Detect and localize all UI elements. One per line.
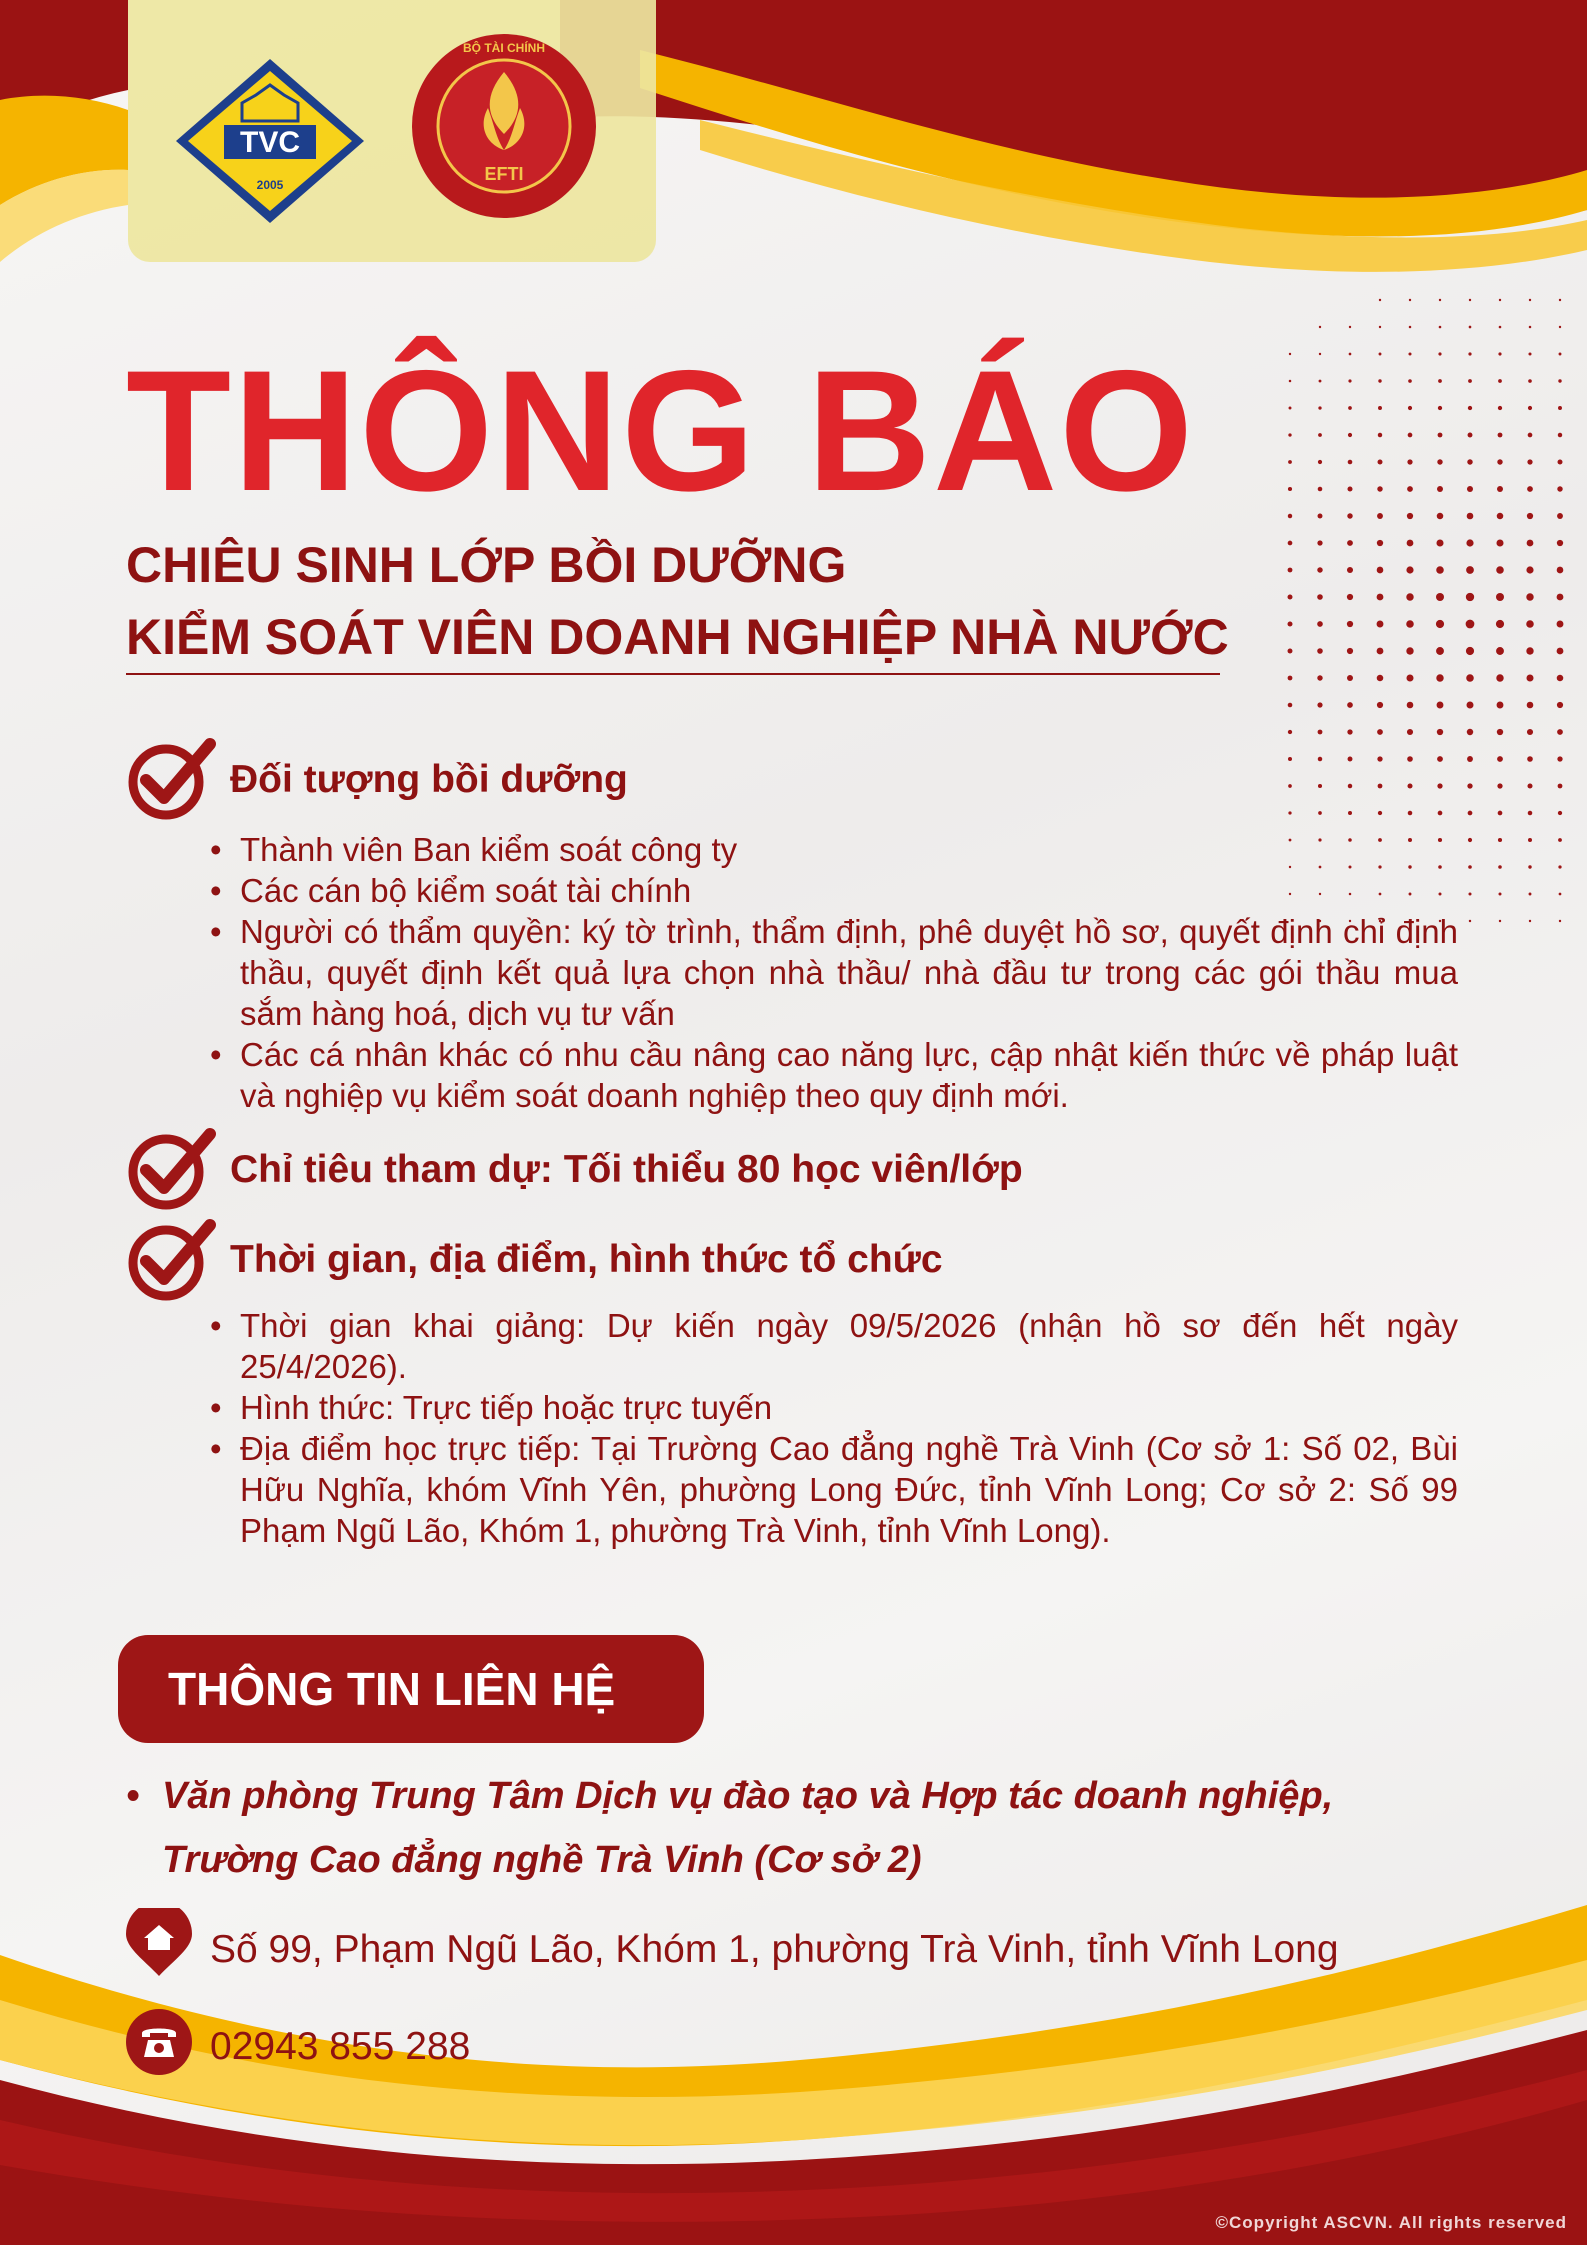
- decorative-dot: [1438, 406, 1442, 410]
- decorative-dot: [1526, 566, 1533, 573]
- decorative-dot: [1468, 865, 1472, 869]
- decorative-dot: [1437, 513, 1444, 520]
- decorative-dot: [1527, 783, 1532, 788]
- decorative-dot: [1377, 486, 1382, 491]
- decorative-dot: [1527, 486, 1533, 492]
- decorative-dot: [1379, 353, 1382, 356]
- decorative-dot: [1288, 568, 1293, 573]
- decorative-dot: [1529, 920, 1531, 922]
- decorative-dot: [1559, 326, 1561, 328]
- decorative-dot: [1319, 353, 1321, 355]
- decorative-dot: [1557, 594, 1564, 601]
- decorative-dot: [1378, 811, 1382, 815]
- list-item: • Thành viên Ban kiểm soát công ty: [208, 829, 1458, 870]
- decorative-dot: [1557, 621, 1564, 628]
- decorative-dot: [1469, 920, 1471, 922]
- decorative-dot: [1347, 729, 1352, 734]
- decorative-dot: [1437, 702, 1444, 709]
- decorative-dot: [1557, 729, 1563, 735]
- decorative-dot: [1289, 380, 1292, 383]
- decorative-dot: [1406, 593, 1413, 600]
- decorative-dot: [1317, 540, 1322, 545]
- decorative-dot: [1467, 783, 1472, 788]
- decorative-dot: [1437, 459, 1442, 464]
- decorative-dot: [1348, 811, 1352, 815]
- decorative-dot: [1377, 675, 1384, 682]
- decorative-dot: [1318, 784, 1322, 788]
- decorative-dot: [1318, 730, 1323, 735]
- decorative-dot: [1468, 892, 1471, 895]
- decorative-dot: [1318, 460, 1322, 464]
- decorative-dot: [1527, 540, 1534, 547]
- decorative-dot: [1407, 702, 1414, 709]
- decorative-dot: [1526, 593, 1533, 600]
- decorative-dot: [1377, 756, 1382, 761]
- decorative-dot: [1317, 567, 1322, 572]
- decorative-dot: [1467, 756, 1473, 762]
- decorative-dot: [1377, 729, 1383, 735]
- decorative-dot: [1529, 893, 1532, 896]
- decorative-dot: [1408, 406, 1412, 410]
- decorative-dot: [1498, 838, 1502, 842]
- decorative-dot: [1527, 459, 1532, 464]
- section-list-doi-tuong: [208, 829, 1458, 1116]
- decorative-dot: [1377, 702, 1383, 708]
- decorative-dot: [1436, 674, 1443, 681]
- decorative-dot: [1468, 433, 1473, 438]
- decorative-dot: [1499, 299, 1501, 301]
- decorative-dot: [1497, 783, 1502, 788]
- decorative-dot: [1377, 621, 1384, 628]
- decorative-dot: [1527, 756, 1533, 762]
- decorative-dot: [1499, 920, 1501, 922]
- decorative-dot: [1406, 674, 1413, 681]
- decorative-dot: [1407, 729, 1413, 735]
- decorative-dot: [1528, 352, 1531, 355]
- decorative-dot: [1317, 621, 1323, 627]
- decorative-dot: [1437, 729, 1443, 735]
- decorative-dot: [1438, 379, 1442, 383]
- decorative-dot: [1377, 513, 1383, 519]
- decorative-dot: [1526, 647, 1533, 654]
- decorative-dot: [1377, 540, 1383, 546]
- decorative-dot: [1288, 703, 1293, 708]
- list-item: • Thời gian khai giảng: Dự kiến ngày 09/5/2026 (nhận hồ sơ đến hết ngày 25/4/2026).: [208, 1305, 1458, 1387]
- section-title-thoi-gian: Thời gian, địa điểm, hình thức tổ chức: [230, 1238, 943, 1281]
- decorative-dot: [1438, 352, 1441, 355]
- decorative-dot: [1318, 433, 1322, 437]
- contact-phone: 02943 855 288: [210, 2025, 471, 2068]
- decorative-dot: [1496, 539, 1503, 546]
- decorative-dot: [1467, 486, 1473, 492]
- decorative-dot: [1317, 594, 1323, 600]
- decorative-dot: [1497, 459, 1502, 464]
- list-item: • Người có thẩm quyền: ký tờ trình, thẩm định, phê duyệt hồ sơ, quyết định chỉ định thầu, quyết định kết quả lựa chọn nhà thầu/ nhà đầu tư trong các gói thầu mua sắm hàng hoá, dịch vụ tư vấn: [208, 911, 1458, 1034]
- decorative-dot: [1378, 379, 1381, 382]
- decorative-dot: [1467, 513, 1474, 520]
- decorative-dot: [1559, 920, 1561, 922]
- decorative-dot: [1466, 620, 1475, 629]
- decorative-dot: [1288, 676, 1293, 681]
- decorative-dot: [1407, 756, 1413, 762]
- decorative-dot: [1436, 539, 1443, 546]
- decorative-dot: [1466, 566, 1474, 574]
- telephone-icon: [124, 2007, 194, 2077]
- decorative-dot: [1379, 299, 1381, 301]
- decorative-dot: [1377, 567, 1384, 574]
- decorative-dot: [1409, 326, 1412, 329]
- decorative-dot: [1498, 406, 1502, 410]
- decorative-dot: [1407, 486, 1413, 492]
- decorative-dot: [1347, 513, 1352, 518]
- svg-text:TVC: TVC: [240, 126, 300, 159]
- decorative-dot: [1558, 838, 1562, 842]
- decorative-dot: [1409, 299, 1411, 301]
- decorative-dot: [1529, 299, 1531, 301]
- decorative-dot: [1407, 540, 1414, 547]
- decorative-dot: [1378, 460, 1383, 465]
- decorative-dot: [1408, 433, 1413, 438]
- decorative-dot: [1438, 811, 1443, 816]
- decorative-dot: [1347, 540, 1353, 546]
- decorative-dot: [1468, 811, 1473, 816]
- decorative-dot: [1318, 757, 1323, 762]
- decorative-dot: [1527, 513, 1533, 519]
- decorative-dot: [1528, 811, 1533, 816]
- section-list-thoi-gian: [208, 1305, 1458, 1551]
- decorative-dot: [1289, 407, 1292, 410]
- decorative-dot: [1288, 595, 1293, 600]
- decorative-dot: [1528, 379, 1532, 383]
- decorative-dot: [1348, 433, 1352, 437]
- decorative-dot: [1558, 784, 1563, 789]
- decorative-dot: [1498, 811, 1503, 816]
- decorative-dot: [1347, 486, 1352, 491]
- decorative-dot: [1407, 459, 1412, 464]
- decorative-dot: [1497, 756, 1503, 762]
- decorative-dot: [1288, 649, 1293, 654]
- contact-office: [126, 1764, 1486, 1892]
- decorative-dot: [1289, 353, 1291, 355]
- decorative-dot: [1497, 729, 1503, 735]
- decorative-dot: [1347, 621, 1353, 627]
- home-pin-icon: [124, 1908, 194, 1978]
- svg-text:2005: 2005: [256, 178, 284, 192]
- checkmark-circle-icon: [124, 1122, 216, 1214]
- decorative-dot: [1499, 893, 1502, 896]
- decorative-dot: [1558, 433, 1562, 437]
- subtitle-underline: [126, 673, 1220, 675]
- decorative-dot: [1466, 647, 1474, 655]
- decorative-dot: [1379, 326, 1381, 328]
- decorative-dot: [1469, 326, 1472, 329]
- decorative-dot: [1319, 326, 1321, 328]
- decorative-dot: [1406, 566, 1413, 573]
- decorative-dot: [1377, 594, 1384, 601]
- decorative-dot: [1408, 811, 1413, 816]
- decorative-dot: [1318, 811, 1322, 815]
- decorative-dot: [1526, 674, 1533, 681]
- efti-institute-logo: [408, 30, 600, 222]
- decorative-dot: [1288, 487, 1292, 491]
- decorative-dot: [1557, 756, 1562, 761]
- list-item: • Các cán bộ kiểm soát tài chính: [208, 870, 1458, 911]
- decorative-dot: [1557, 513, 1563, 519]
- decorative-dot: [1378, 784, 1383, 789]
- decorative-dot: [1469, 299, 1471, 301]
- decorative-dot: [1557, 486, 1562, 491]
- decorative-dot: [1407, 783, 1412, 788]
- decorative-dot: [1347, 594, 1353, 600]
- decorative-dot: [1318, 406, 1321, 409]
- decorative-dot: [1557, 540, 1563, 546]
- decorative-dot: [1467, 729, 1473, 735]
- contact-address: Số 99, Phạm Ngũ Lão, Khóm 1, phường Trà Vinh, tỉnh Vĩnh Long: [210, 1928, 1339, 1971]
- decorative-dot: [1288, 541, 1293, 546]
- decorative-dot: [1347, 675, 1353, 681]
- decorative-dot: [1347, 567, 1353, 573]
- decorative-dot: [1406, 647, 1413, 654]
- decorative-dot: [1348, 379, 1351, 382]
- decorative-dot: [1529, 326, 1532, 329]
- decorative-dot: [1348, 460, 1353, 465]
- copyright-text: ©Copyright ASCVN. All rights reserved: [1215, 2213, 1567, 2232]
- subtitle-line-1: CHIÊU SINH LỚP BỒI DƯỠNG: [126, 537, 847, 593]
- decorative-dot: [1498, 865, 1502, 869]
- decorative-dot: [1349, 326, 1351, 328]
- decorative-dot: [1288, 730, 1292, 734]
- decorative-dot: [1558, 865, 1561, 868]
- decorative-dot: [1497, 702, 1504, 709]
- decorative-dot: [1528, 406, 1532, 410]
- decorative-dot: [1467, 459, 1472, 464]
- decorative-dot: [1436, 620, 1444, 628]
- decorative-dot: [1466, 539, 1473, 546]
- decorative-dot: [1288, 757, 1292, 761]
- decorative-dot: [1468, 352, 1471, 355]
- section-title-doi-tuong: Đối tượng bồi dưỡng: [230, 758, 628, 801]
- decorative-dot: [1288, 622, 1293, 627]
- decorative-dot: [1468, 406, 1472, 410]
- decorative-dot: [1496, 566, 1504, 574]
- decorative-dot: [1406, 620, 1414, 628]
- decorative-dot: [1347, 702, 1353, 708]
- decorative-dot: [1317, 675, 1322, 680]
- checkmark-circle-icon: [124, 732, 216, 824]
- decorative-dot: [1496, 674, 1503, 681]
- decorative-dot: [1407, 513, 1413, 519]
- decorative-dot: [1528, 433, 1533, 438]
- section-title-chi-tieu: Chỉ tiêu tham dự: Tối thiểu 80 học viên/lớp: [230, 1148, 1023, 1191]
- decorative-dot: [1528, 865, 1531, 868]
- decorative-dot: [1408, 379, 1412, 383]
- decorative-dot: [1557, 648, 1564, 655]
- decorative-dot: [1349, 353, 1352, 356]
- decorative-dot: [1559, 353, 1562, 356]
- list-item: • Hình thức: Trực tiếp hoặc trực tuyến: [208, 1387, 1458, 1428]
- decorative-dot: [1558, 406, 1562, 410]
- decorative-dot: [1557, 675, 1564, 682]
- decorative-dot: [1288, 811, 1291, 814]
- decorative-dot: [1466, 593, 1474, 601]
- decorative-dot: [1347, 648, 1353, 654]
- decorative-dot: [1527, 702, 1534, 709]
- decorative-dot: [1317, 702, 1322, 707]
- decorative-dot: [1557, 702, 1563, 708]
- decorative-dot: [1348, 406, 1352, 410]
- decorative-dot: [1436, 593, 1444, 601]
- decorative-dot: [1528, 838, 1532, 842]
- decorative-dot: [1438, 433, 1443, 438]
- list-item: • Các cá nhân khác có nhu cầu nâng cao năng lực, cập nhật kiến thức về pháp luật và nghiệp vụ kiểm soát doanh nghiệp theo quy định mới.: [208, 1034, 1458, 1116]
- office-line-1: Văn phòng Trung Tâm Dịch vụ đào tạo và Hợp tác doanh nghiệp,: [162, 1775, 1334, 1817]
- decorative-dot: [1498, 352, 1501, 355]
- decorative-dot: [1499, 326, 1502, 329]
- decorative-dot: [1318, 487, 1323, 492]
- decorative-dot: [1288, 460, 1292, 464]
- decorative-dot: [1468, 379, 1472, 383]
- checkmark-circle-icon: [124, 1213, 216, 1305]
- decorative-dot: [1557, 567, 1564, 574]
- svg-text:BỘ TÀI CHÍNH: BỘ TÀI CHÍNH: [463, 41, 545, 55]
- decorative-dot: [1378, 433, 1382, 437]
- decorative-dot: [1526, 620, 1534, 628]
- office-bullet: •: [126, 1775, 140, 1817]
- office-line-2: Trường Cao đẳng nghề Trà Vinh (Cơ sở 2): [162, 1839, 922, 1881]
- list-item: • Địa điểm học trực tiếp: Tại Trường Cao đẳng nghề Trà Vinh (Cơ sở 1: Số 02, Bùi Hữu Nghĩa, khóm Vĩnh Yên, phường Long Đức, tỉnh Vĩnh Long; Cơ sở 2: Số 99 Phạm Ngũ Lão, Khóm 1, phường Trà Vinh, tỉnh Vĩnh Long).: [208, 1428, 1458, 1551]
- decorative-dot: [1378, 406, 1382, 410]
- decorative-dot: [1468, 838, 1472, 842]
- decorative-dot: [1317, 648, 1323, 654]
- decorative-dot: [1559, 893, 1562, 896]
- decorative-dot: [1288, 514, 1292, 518]
- decorative-dot: [1439, 299, 1441, 301]
- decorative-dot: [1436, 566, 1444, 574]
- decorative-dot: [1497, 513, 1504, 520]
- subtitle-line-2: KIỂM SOÁT VIÊN DOANH NGHIỆP NHÀ NƯỚC: [126, 609, 1229, 665]
- decorative-dot: [1436, 647, 1444, 655]
- decorative-dot: [1348, 757, 1353, 762]
- decorative-dot: [1439, 326, 1442, 329]
- tvc-college-logo: [172, 55, 368, 227]
- decorative-dot: [1498, 433, 1503, 438]
- decorative-dot: [1558, 811, 1562, 815]
- decorative-dot: [1288, 433, 1291, 436]
- decorative-dot: [1377, 648, 1384, 655]
- decorative-dot: [1559, 299, 1561, 301]
- decorative-dot: [1466, 701, 1473, 708]
- decorative-dot: [1466, 674, 1474, 682]
- decorative-dot: [1558, 460, 1563, 465]
- decorative-dot: [1318, 514, 1323, 519]
- page-title: THÔNG BÁO: [126, 335, 1196, 527]
- decorative-dot: [1496, 593, 1504, 601]
- decorative-dot: [1497, 486, 1503, 492]
- decorative-dot: [1437, 486, 1443, 492]
- decorative-dot: [1319, 380, 1322, 383]
- decorative-dot: [1437, 783, 1442, 788]
- contact-heading: THÔNG TIN LIÊN HỆ: [118, 1635, 704, 1743]
- decorative-dot: [1408, 352, 1411, 355]
- decorative-dot: [1498, 379, 1502, 383]
- decorative-dot: [1527, 729, 1533, 735]
- decorative-dot: [1348, 784, 1352, 788]
- svg-text:EFTI: EFTI: [484, 164, 524, 184]
- decorative-dot: [1437, 756, 1443, 762]
- decorative-dot: [1288, 784, 1292, 788]
- decorative-dot: [1496, 620, 1504, 628]
- decorative-dot: [1496, 647, 1504, 655]
- decorative-dot: [1558, 379, 1561, 382]
